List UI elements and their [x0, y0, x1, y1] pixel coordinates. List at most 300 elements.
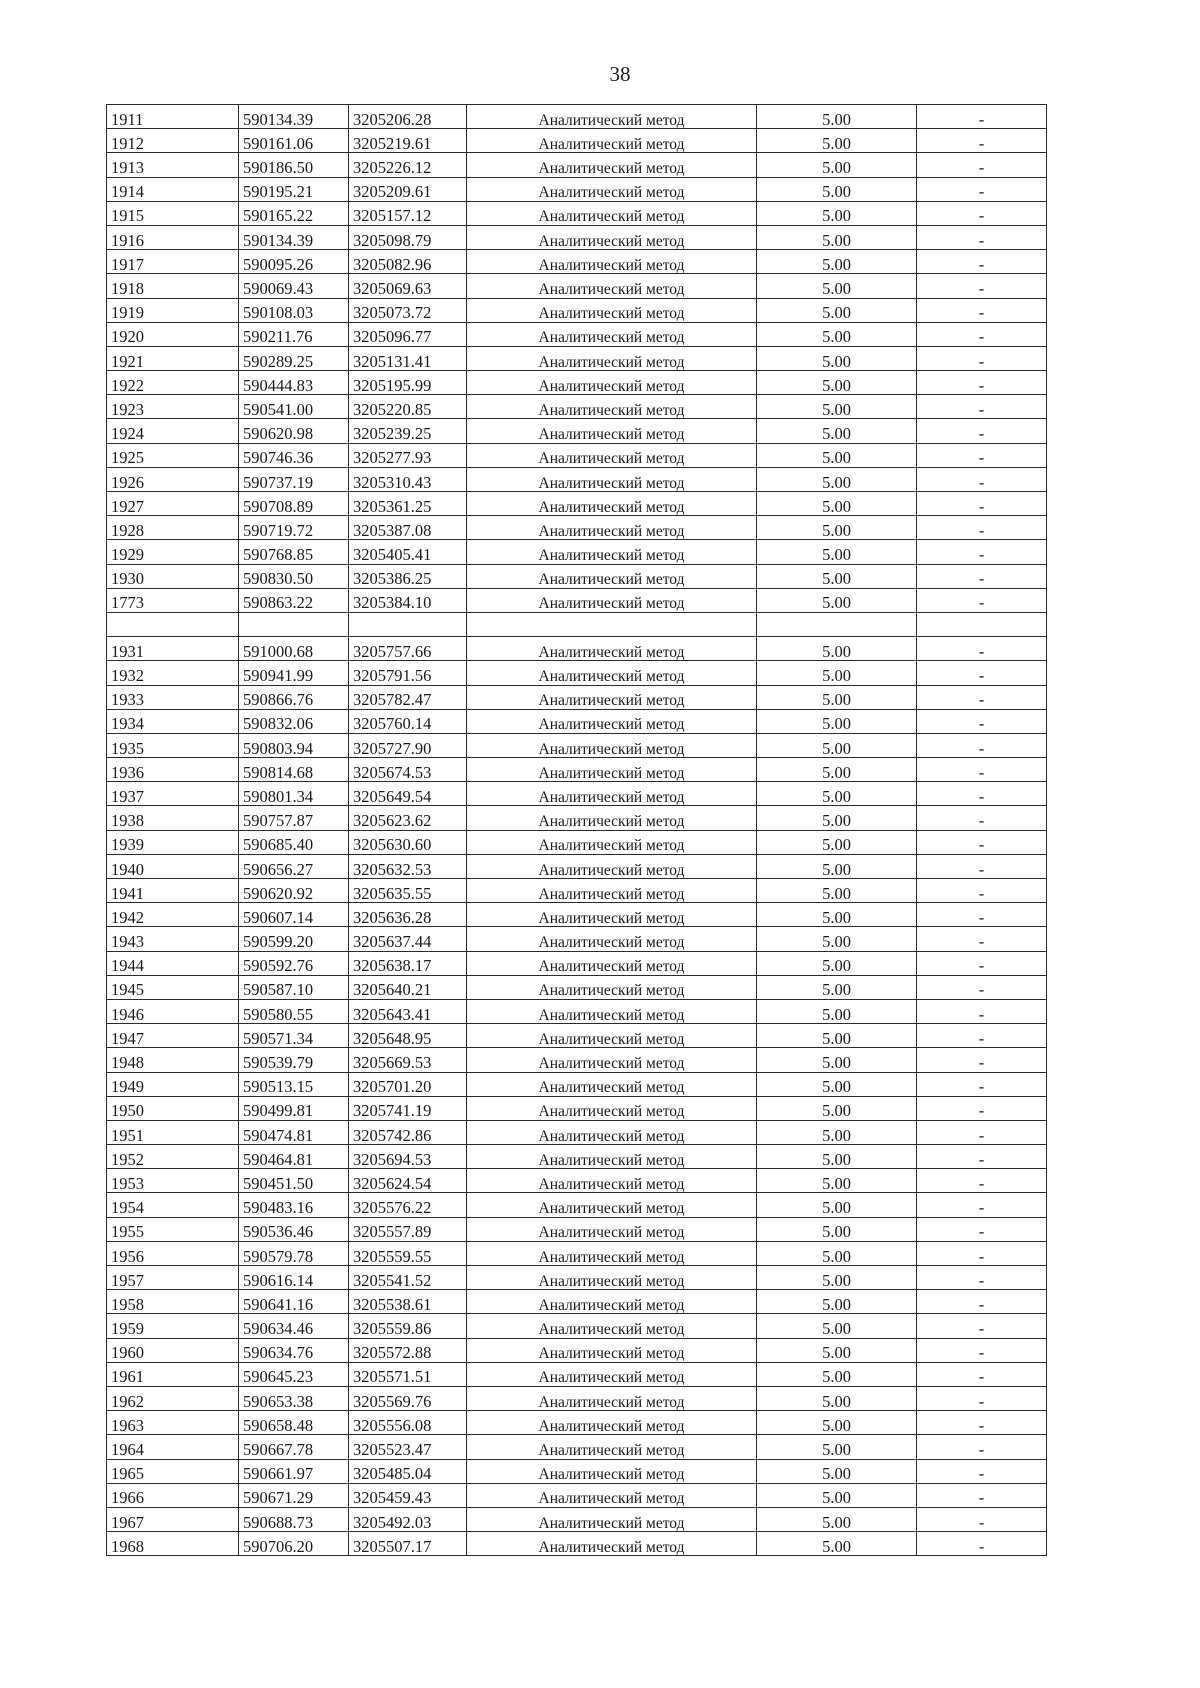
accuracy-cell: 5.00	[757, 1459, 917, 1483]
x-coordinate-cell: 590708.89	[239, 492, 349, 516]
y-coordinate-cell: 3205541.52	[349, 1266, 467, 1290]
x-coordinate-cell: 590941.99	[239, 661, 349, 685]
table-row	[107, 1362, 1047, 1386]
note-cell: -	[917, 467, 1047, 491]
x-coordinate-cell: 590095.26	[239, 250, 349, 274]
table-row	[107, 637, 1047, 661]
note-cell: -	[917, 1145, 1047, 1169]
y-coordinate-cell: 3205757.66	[349, 637, 467, 661]
x-coordinate-cell: 590757.87	[239, 806, 349, 830]
method-cell: Аналитический метод	[467, 298, 757, 322]
note-cell: -	[917, 153, 1047, 177]
point-number-cell: 1960	[107, 1338, 239, 1362]
accuracy-cell: 5.00	[757, 225, 917, 249]
note-cell: -	[917, 1169, 1047, 1193]
accuracy-cell: 5.00	[757, 903, 917, 927]
point-number-cell: 1938	[107, 806, 239, 830]
x-coordinate-cell: 590616.14	[239, 1266, 349, 1290]
point-number-cell: 1954	[107, 1193, 239, 1217]
point-number-cell: 1956	[107, 1241, 239, 1265]
note-cell: -	[917, 492, 1047, 516]
note-cell: -	[917, 1338, 1047, 1362]
x-coordinate-cell: 590134.39	[239, 105, 349, 129]
note-cell: -	[917, 1507, 1047, 1531]
point-number-cell	[107, 612, 239, 636]
x-coordinate-cell: 590186.50	[239, 153, 349, 177]
accuracy-cell: 5.00	[757, 661, 917, 685]
method-cell	[467, 612, 757, 636]
x-coordinate-cell: 590661.97	[239, 1459, 349, 1483]
x-coordinate-cell	[239, 612, 349, 636]
x-coordinate-cell: 590464.81	[239, 1145, 349, 1169]
table-row	[107, 975, 1047, 999]
accuracy-cell: 5.00	[757, 1096, 917, 1120]
x-coordinate-cell: 590706.20	[239, 1532, 349, 1556]
method-cell: Аналитический метод	[467, 419, 757, 443]
note-cell: -	[917, 975, 1047, 999]
method-cell: Аналитический метод	[467, 153, 757, 177]
y-coordinate-cell: 3205701.20	[349, 1072, 467, 1096]
accuracy-cell: 5.00	[757, 540, 917, 564]
point-number-cell: 1950	[107, 1096, 239, 1120]
method-cell: Аналитический метод	[467, 951, 757, 975]
y-coordinate-cell: 3205485.04	[349, 1459, 467, 1483]
y-coordinate-cell: 3205559.55	[349, 1241, 467, 1265]
y-coordinate-cell: 3205569.76	[349, 1386, 467, 1410]
method-cell: Аналитический метод	[467, 806, 757, 830]
x-coordinate-cell: 590499.81	[239, 1096, 349, 1120]
x-coordinate-cell: 590737.19	[239, 467, 349, 491]
y-coordinate-cell: 3205131.41	[349, 346, 467, 370]
note-cell: -	[917, 903, 1047, 927]
point-number-cell: 1934	[107, 709, 239, 733]
table-row	[107, 1435, 1047, 1459]
note-cell: -	[917, 322, 1047, 346]
method-cell: Аналитический метод	[467, 1362, 757, 1386]
point-number-cell: 1915	[107, 201, 239, 225]
note-cell: -	[917, 395, 1047, 419]
method-cell: Аналитический метод	[467, 709, 757, 733]
point-number-cell: 1957	[107, 1266, 239, 1290]
note-cell: -	[917, 1314, 1047, 1338]
table-row	[107, 105, 1047, 129]
note-cell: -	[917, 951, 1047, 975]
method-cell: Аналитический метод	[467, 1072, 757, 1096]
accuracy-cell: 5.00	[757, 879, 917, 903]
table-row	[107, 250, 1047, 274]
accuracy-cell: 5.00	[757, 1411, 917, 1435]
point-number-cell: 1965	[107, 1459, 239, 1483]
y-coordinate-cell: 3205069.63	[349, 274, 467, 298]
point-number-cell: 1937	[107, 782, 239, 806]
y-coordinate-cell: 3205557.89	[349, 1217, 467, 1241]
accuracy-cell: 5.00	[757, 129, 917, 153]
x-coordinate-cell: 590483.16	[239, 1193, 349, 1217]
table-row	[107, 1459, 1047, 1483]
method-cell: Аналитический метод	[467, 1314, 757, 1338]
note-cell: -	[917, 516, 1047, 540]
method-cell: Аналитический метод	[467, 879, 757, 903]
accuracy-cell: 5.00	[757, 709, 917, 733]
point-number-cell: 1912	[107, 129, 239, 153]
note-cell: -	[917, 1096, 1047, 1120]
method-cell: Аналитический метод	[467, 540, 757, 564]
table-row	[107, 1483, 1047, 1507]
note-cell: -	[917, 782, 1047, 806]
x-coordinate-cell: 590571.34	[239, 1024, 349, 1048]
table-row	[107, 1024, 1047, 1048]
table-row	[107, 1096, 1047, 1120]
table-row	[107, 782, 1047, 806]
method-cell: Аналитический метод	[467, 830, 757, 854]
method-cell: Аналитический метод	[467, 685, 757, 709]
method-cell: Аналитический метод	[467, 129, 757, 153]
accuracy-cell: 5.00	[757, 443, 917, 467]
method-cell: Аналитический метод	[467, 105, 757, 129]
method-cell: Аналитический метод	[467, 371, 757, 395]
accuracy-cell: 5.00	[757, 1362, 917, 1386]
method-cell: Аналитический метод	[467, 975, 757, 999]
table-row	[107, 1507, 1047, 1531]
x-coordinate-cell: 591000.68	[239, 637, 349, 661]
point-number-cell: 1963	[107, 1411, 239, 1435]
point-number-cell: 1933	[107, 685, 239, 709]
note-cell: -	[917, 419, 1047, 443]
y-coordinate-cell: 3205073.72	[349, 298, 467, 322]
accuracy-cell: 5.00	[757, 1169, 917, 1193]
table-row	[107, 927, 1047, 951]
accuracy-cell: 5.00	[757, 153, 917, 177]
accuracy-cell: 5.00	[757, 1145, 917, 1169]
point-number-cell: 1918	[107, 274, 239, 298]
table-row	[107, 733, 1047, 757]
table-row	[107, 999, 1047, 1023]
point-number-cell: 1945	[107, 975, 239, 999]
method-cell: Аналитический метод	[467, 661, 757, 685]
y-coordinate-cell: 3205669.53	[349, 1048, 467, 1072]
note-cell: -	[917, 661, 1047, 685]
point-number-cell: 1942	[107, 903, 239, 927]
note-cell: -	[917, 927, 1047, 951]
table-row	[107, 298, 1047, 322]
point-number-cell: 1935	[107, 733, 239, 757]
x-coordinate-cell: 590641.16	[239, 1290, 349, 1314]
y-coordinate-cell: 3205206.28	[349, 105, 467, 129]
y-coordinate-cell: 3205791.56	[349, 661, 467, 685]
accuracy-cell: 5.00	[757, 419, 917, 443]
point-number-cell: 1958	[107, 1290, 239, 1314]
point-number-cell: 1914	[107, 177, 239, 201]
x-coordinate-cell: 590134.39	[239, 225, 349, 249]
note-cell: -	[917, 1386, 1047, 1410]
accuracy-cell: 5.00	[757, 322, 917, 346]
method-cell: Аналитический метод	[467, 564, 757, 588]
accuracy-cell: 5.00	[757, 1386, 917, 1410]
y-coordinate-cell: 3205674.53	[349, 758, 467, 782]
table-row	[107, 830, 1047, 854]
table-row	[107, 516, 1047, 540]
x-coordinate-cell: 590671.29	[239, 1483, 349, 1507]
accuracy-cell: 5.00	[757, 782, 917, 806]
y-coordinate-cell: 3205384.10	[349, 588, 467, 612]
note-cell: -	[917, 1290, 1047, 1314]
accuracy-cell: 5.00	[757, 1266, 917, 1290]
accuracy-cell	[757, 612, 917, 636]
note-cell: -	[917, 1411, 1047, 1435]
point-number-cell: 1962	[107, 1386, 239, 1410]
y-coordinate-cell: 3205538.61	[349, 1290, 467, 1314]
y-coordinate-cell: 3205643.41	[349, 999, 467, 1023]
x-coordinate-cell: 590069.43	[239, 274, 349, 298]
point-number-cell: 1925	[107, 443, 239, 467]
y-coordinate-cell: 3205523.47	[349, 1435, 467, 1459]
table-row	[107, 540, 1047, 564]
accuracy-cell: 5.00	[757, 1120, 917, 1144]
x-coordinate-cell: 590211.76	[239, 322, 349, 346]
table-row	[107, 443, 1047, 467]
y-coordinate-cell: 3205098.79	[349, 225, 467, 249]
point-number-cell: 1932	[107, 661, 239, 685]
accuracy-cell: 5.00	[757, 346, 917, 370]
note-cell: -	[917, 999, 1047, 1023]
note-cell: -	[917, 1483, 1047, 1507]
method-cell: Аналитический метод	[467, 637, 757, 661]
table-row	[107, 1266, 1047, 1290]
y-coordinate-cell: 3205637.44	[349, 927, 467, 951]
note-cell: -	[917, 1459, 1047, 1483]
note-cell: -	[917, 177, 1047, 201]
y-coordinate-cell: 3205623.62	[349, 806, 467, 830]
accuracy-cell: 5.00	[757, 1338, 917, 1362]
accuracy-cell: 5.00	[757, 1072, 917, 1096]
method-cell: Аналитический метод	[467, 225, 757, 249]
accuracy-cell: 5.00	[757, 564, 917, 588]
y-coordinate-cell: 3205082.96	[349, 250, 467, 274]
y-coordinate-cell: 3205630.60	[349, 830, 467, 854]
note-cell: -	[917, 371, 1047, 395]
note-cell: -	[917, 250, 1047, 274]
method-cell: Аналитический метод	[467, 274, 757, 298]
note-cell: -	[917, 540, 1047, 564]
y-coordinate-cell: 3205459.43	[349, 1483, 467, 1507]
x-coordinate-cell: 590719.72	[239, 516, 349, 540]
x-coordinate-cell: 590656.27	[239, 854, 349, 878]
table-row	[107, 492, 1047, 516]
point-number-cell: 1924	[107, 419, 239, 443]
table-row	[107, 371, 1047, 395]
x-coordinate-cell: 590653.38	[239, 1386, 349, 1410]
accuracy-cell: 5.00	[757, 492, 917, 516]
x-coordinate-cell: 590645.23	[239, 1362, 349, 1386]
point-number-cell: 1947	[107, 1024, 239, 1048]
accuracy-cell: 5.00	[757, 1314, 917, 1338]
point-number-cell: 1959	[107, 1314, 239, 1338]
y-coordinate-cell: 3205727.90	[349, 733, 467, 757]
page-number: 38	[609, 62, 631, 86]
y-coordinate-cell: 3205742.86	[349, 1120, 467, 1144]
accuracy-cell: 5.00	[757, 637, 917, 661]
table-row	[107, 612, 1047, 636]
table-row	[107, 467, 1047, 491]
method-cell: Аналитический метод	[467, 467, 757, 491]
point-number-cell: 1919	[107, 298, 239, 322]
table-row	[107, 951, 1047, 975]
note-cell: -	[917, 637, 1047, 661]
x-coordinate-cell: 590634.76	[239, 1338, 349, 1362]
accuracy-cell: 5.00	[757, 1532, 917, 1556]
y-coordinate-cell: 3205556.08	[349, 1411, 467, 1435]
point-number-cell: 1949	[107, 1072, 239, 1096]
point-number-cell: 1952	[107, 1145, 239, 1169]
point-number-cell: 1926	[107, 467, 239, 491]
y-coordinate-cell: 3205624.54	[349, 1169, 467, 1193]
note-cell: -	[917, 1532, 1047, 1556]
y-coordinate-cell: 3205220.85	[349, 395, 467, 419]
note-cell: -	[917, 201, 1047, 225]
method-cell: Аналитический метод	[467, 854, 757, 878]
table-row	[107, 1169, 1047, 1193]
y-coordinate-cell: 3205405.41	[349, 540, 467, 564]
x-coordinate-cell: 590536.46	[239, 1217, 349, 1241]
note-cell: -	[917, 1072, 1047, 1096]
y-coordinate-cell: 3205492.03	[349, 1507, 467, 1531]
method-cell: Аналитический метод	[467, 1096, 757, 1120]
y-coordinate-cell: 3205782.47	[349, 685, 467, 709]
y-coordinate-cell: 3205635.55	[349, 879, 467, 903]
accuracy-cell: 5.00	[757, 1483, 917, 1507]
x-coordinate-cell: 590539.79	[239, 1048, 349, 1072]
note-cell: -	[917, 1435, 1047, 1459]
accuracy-cell: 5.00	[757, 250, 917, 274]
method-cell: Аналитический метод	[467, 1507, 757, 1531]
point-number-cell: 1773	[107, 588, 239, 612]
x-coordinate-cell: 590165.22	[239, 201, 349, 225]
accuracy-cell: 5.00	[757, 1241, 917, 1265]
method-cell: Аналитический метод	[467, 346, 757, 370]
note-cell: -	[917, 443, 1047, 467]
y-coordinate-cell: 3205387.08	[349, 516, 467, 540]
x-coordinate-cell: 590830.50	[239, 564, 349, 588]
accuracy-cell: 5.00	[757, 105, 917, 129]
x-coordinate-cell: 590592.76	[239, 951, 349, 975]
x-coordinate-cell: 590814.68	[239, 758, 349, 782]
point-number-cell: 1928	[107, 516, 239, 540]
table-row	[107, 1217, 1047, 1241]
y-coordinate-cell: 3205636.28	[349, 903, 467, 927]
accuracy-cell: 5.00	[757, 201, 917, 225]
accuracy-cell: 5.00	[757, 951, 917, 975]
method-cell: Аналитический метод	[467, 1145, 757, 1169]
method-cell: Аналитический метод	[467, 1435, 757, 1459]
note-cell: -	[917, 1048, 1047, 1072]
table-row	[107, 1120, 1047, 1144]
y-coordinate-cell: 3205239.25	[349, 419, 467, 443]
y-coordinate-cell: 3205361.25	[349, 492, 467, 516]
note-cell: -	[917, 879, 1047, 903]
x-coordinate-cell: 590607.14	[239, 903, 349, 927]
x-coordinate-cell: 590866.76	[239, 685, 349, 709]
note-cell	[917, 612, 1047, 636]
accuracy-cell: 5.00	[757, 975, 917, 999]
method-cell: Аналитический метод	[467, 1532, 757, 1556]
y-coordinate-cell	[349, 612, 467, 636]
method-cell: Аналитический метод	[467, 1193, 757, 1217]
y-coordinate-cell: 3205648.95	[349, 1024, 467, 1048]
y-coordinate-cell: 3205741.19	[349, 1096, 467, 1120]
method-cell: Аналитический метод	[467, 903, 757, 927]
point-number-cell: 1913	[107, 153, 239, 177]
note-cell: -	[917, 274, 1047, 298]
x-coordinate-cell: 590289.25	[239, 346, 349, 370]
table-row	[107, 225, 1047, 249]
table-row	[107, 854, 1047, 878]
x-coordinate-cell: 590444.83	[239, 371, 349, 395]
x-coordinate-cell: 590587.10	[239, 975, 349, 999]
point-number-cell: 1939	[107, 830, 239, 854]
table-row	[107, 903, 1047, 927]
x-coordinate-cell: 590620.98	[239, 419, 349, 443]
point-number-cell: 1929	[107, 540, 239, 564]
table-row	[107, 879, 1047, 903]
table-row	[107, 1048, 1047, 1072]
table-row	[107, 709, 1047, 733]
x-coordinate-cell: 590688.73	[239, 1507, 349, 1531]
method-cell: Аналитический метод	[467, 1169, 757, 1193]
y-coordinate-cell: 3205219.61	[349, 129, 467, 153]
method-cell: Аналитический метод	[467, 1386, 757, 1410]
accuracy-cell: 5.00	[757, 1507, 917, 1531]
table-row	[107, 419, 1047, 443]
point-number-cell: 1946	[107, 999, 239, 1023]
note-cell: -	[917, 1024, 1047, 1048]
method-cell: Аналитический метод	[467, 177, 757, 201]
y-coordinate-cell: 3205572.88	[349, 1338, 467, 1362]
method-cell: Аналитический метод	[467, 516, 757, 540]
y-coordinate-cell: 3205760.14	[349, 709, 467, 733]
table-row	[107, 661, 1047, 685]
table-row	[107, 1145, 1047, 1169]
y-coordinate-cell: 3205310.43	[349, 467, 467, 491]
method-cell: Аналитический метод	[467, 1024, 757, 1048]
point-number-cell: 1927	[107, 492, 239, 516]
table-row	[107, 177, 1047, 201]
coordinates-table-body	[107, 105, 1047, 1556]
accuracy-cell: 5.00	[757, 177, 917, 201]
accuracy-cell: 5.00	[757, 1435, 917, 1459]
note-cell: -	[917, 1266, 1047, 1290]
y-coordinate-cell: 3205209.61	[349, 177, 467, 201]
x-coordinate-cell: 590667.78	[239, 1435, 349, 1459]
method-cell: Аналитический метод	[467, 1120, 757, 1144]
table-row	[107, 1532, 1047, 1556]
accuracy-cell: 5.00	[757, 1193, 917, 1217]
method-cell: Аналитический метод	[467, 1048, 757, 1072]
accuracy-cell: 5.00	[757, 1048, 917, 1072]
method-cell: Аналитический метод	[467, 1266, 757, 1290]
accuracy-cell: 5.00	[757, 516, 917, 540]
x-coordinate-cell: 590195.21	[239, 177, 349, 201]
note-cell: -	[917, 830, 1047, 854]
point-number-cell: 1916	[107, 225, 239, 249]
point-number-cell: 1948	[107, 1048, 239, 1072]
table-row	[107, 1193, 1047, 1217]
point-number-cell: 1920	[107, 322, 239, 346]
x-coordinate-cell: 590803.94	[239, 733, 349, 757]
accuracy-cell: 5.00	[757, 1290, 917, 1314]
table-row	[107, 1386, 1047, 1410]
y-coordinate-cell: 3205096.77	[349, 322, 467, 346]
method-cell: Аналитический метод	[467, 588, 757, 612]
